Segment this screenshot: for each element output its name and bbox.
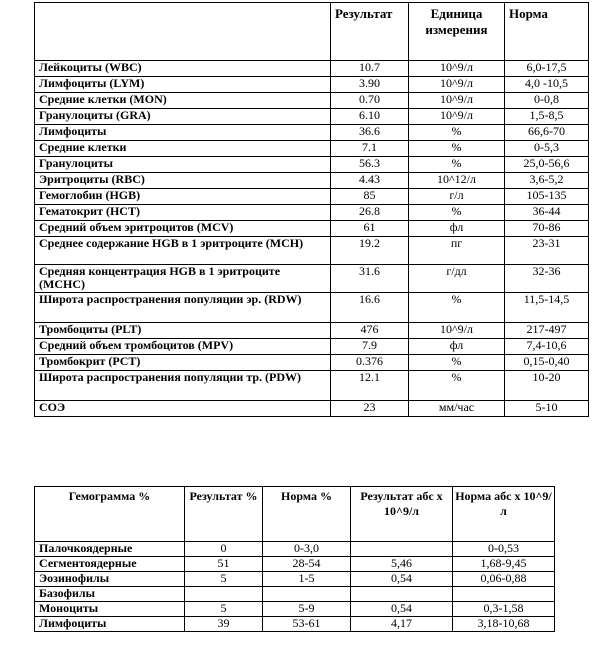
- parameter-name: Средние клетки (MON): [35, 93, 331, 109]
- table-row: [35, 77, 589, 93]
- table-row: [35, 109, 589, 125]
- result-abs-value: 4,17: [351, 617, 453, 632]
- table-row: [35, 587, 555, 602]
- result-value: 31.6: [331, 265, 409, 293]
- norm-value: 6,0-17,5: [505, 61, 589, 77]
- result-value: 12.1: [331, 371, 409, 401]
- parameter-name: Лейкоциты (WBC): [35, 61, 331, 77]
- cell-type-name: Моноциты: [35, 602, 185, 617]
- header-norm: Норма: [505, 3, 589, 61]
- unit-value: 10^9/л: [409, 93, 505, 109]
- norm-abs-value: [453, 587, 555, 602]
- norm-value: 5-10: [505, 401, 589, 417]
- table-row: [35, 293, 589, 323]
- result-value: 0.70: [331, 93, 409, 109]
- norm-value: 0-5,3: [505, 141, 589, 157]
- norm-value: 0-0,8: [505, 93, 589, 109]
- result-pct-value: 5: [185, 572, 263, 587]
- parameter-name: Лимфоциты: [35, 125, 331, 141]
- norm-value: 36-44: [505, 205, 589, 221]
- table-row: [35, 371, 589, 401]
- unit-value: 10^9/л: [409, 77, 505, 93]
- result-abs-value: [351, 542, 453, 557]
- result-value: 7.9: [331, 339, 409, 355]
- norm-value: 7,4-10,6: [505, 339, 589, 355]
- result-value: 16.6: [331, 293, 409, 323]
- result-abs-value: 5,46: [351, 557, 453, 572]
- norm-abs-value: 0-0,53: [453, 542, 555, 557]
- unit-value: 10^9/л: [409, 323, 505, 339]
- norm-value: 217-497: [505, 323, 589, 339]
- unit-value: пг: [409, 237, 505, 265]
- norm-pct-value: 53-61: [263, 617, 351, 632]
- norm-value: 0,15-0,40: [505, 355, 589, 371]
- norm-value: 32-36: [505, 265, 589, 293]
- table-row: [35, 93, 589, 109]
- table-row: [35, 189, 589, 205]
- header-result-abs: Результат абс x 10^9/л: [351, 487, 453, 542]
- result-value: 4.43: [331, 173, 409, 189]
- unit-value: фл: [409, 339, 505, 355]
- result-value: 36.6: [331, 125, 409, 141]
- cell-type-name: Сегментоядерные: [35, 557, 185, 572]
- result-value: 56.3: [331, 157, 409, 173]
- result-pct-value: 51: [185, 557, 263, 572]
- result-value: 6.10: [331, 109, 409, 125]
- norm-value: 10-20: [505, 371, 589, 401]
- table-row: [35, 125, 589, 141]
- result-value: 10.7: [331, 61, 409, 77]
- norm-value: 4,0 -10,5: [505, 77, 589, 93]
- result-pct-value: 5: [185, 602, 263, 617]
- parameter-name: Средние клетки: [35, 141, 331, 157]
- parameter-name: Гемоглобин (HGB): [35, 189, 331, 205]
- result-pct-value: [185, 587, 263, 602]
- parameter-name: Среднее содержание HGB в 1 эритроците (MCH): [35, 237, 331, 265]
- cell-type-name: Базофилы: [35, 587, 185, 602]
- norm-pct-value: [263, 587, 351, 602]
- unit-value: 10^12/л: [409, 173, 505, 189]
- table-row: [35, 173, 589, 189]
- unit-value: фл: [409, 221, 505, 237]
- result-value: 61: [331, 221, 409, 237]
- table-row: [35, 323, 589, 339]
- table-row: [35, 572, 555, 587]
- parameter-name: Эритроциты (RBC): [35, 173, 331, 189]
- parameter-name: Широта распространения популяции тр. (PDW): [35, 371, 331, 401]
- parameter-name: Широта распространения популяции эр. (RDW): [35, 293, 331, 323]
- parameter-name: Средний объем тромбоцитов (MPV): [35, 339, 331, 355]
- unit-value: %: [409, 371, 505, 401]
- table-row: [35, 205, 589, 221]
- norm-value: 105-135: [505, 189, 589, 205]
- table-row: [35, 401, 589, 417]
- norm-pct-value: 1-5: [263, 572, 351, 587]
- unit-value: %: [409, 355, 505, 371]
- table-row: [35, 61, 589, 77]
- table-row: [35, 617, 555, 632]
- header-unit: Единица измерения: [409, 3, 505, 61]
- table-row: [35, 157, 589, 173]
- norm-pct-value: 0-3,0: [263, 542, 351, 557]
- result-value: 85: [331, 189, 409, 205]
- table-row: [35, 542, 555, 557]
- table-row: [35, 141, 589, 157]
- parameter-name: Гранулоциты (GRA): [35, 109, 331, 125]
- norm-pct-value: 5-9: [263, 602, 351, 617]
- header-hemogram: Гемограмма %: [35, 487, 185, 542]
- unit-value: мм/час: [409, 401, 505, 417]
- parameter-name: Гематокрит (HCT): [35, 205, 331, 221]
- norm-value: 66,6-70: [505, 125, 589, 141]
- unit-value: %: [409, 157, 505, 173]
- result-value: 476: [331, 323, 409, 339]
- cell-type-name: Палочкоядерные: [35, 542, 185, 557]
- norm-value: 70-86: [505, 221, 589, 237]
- blood-test-table: [34, 2, 589, 417]
- table-row: [35, 265, 589, 293]
- table-row: [35, 221, 589, 237]
- unit-value: %: [409, 125, 505, 141]
- header-result: Результат: [331, 3, 409, 61]
- norm-pct-value: 28-54: [263, 557, 351, 572]
- norm-abs-value: 0,06-0,88: [453, 572, 555, 587]
- result-abs-value: 0,54: [351, 602, 453, 617]
- result-value: 19.2: [331, 237, 409, 265]
- norm-abs-value: 0,3-1,58: [453, 602, 555, 617]
- unit-value: %: [409, 293, 505, 323]
- result-value: 23: [331, 401, 409, 417]
- parameter-name: СОЭ: [35, 401, 331, 417]
- norm-value: 25,0-56,6: [505, 157, 589, 173]
- result-value: 3.90: [331, 77, 409, 93]
- parameter-name: Средняя концентрация HGB в 1 эритроците (MCHC): [35, 265, 331, 293]
- result-pct-value: 39: [185, 617, 263, 632]
- parameter-name: Лимфоциты (LYM): [35, 77, 331, 93]
- header-parameter: [35, 3, 331, 61]
- norm-value: 23-31: [505, 237, 589, 265]
- norm-value: 1,5-8,5: [505, 109, 589, 125]
- cell-type-name: Эозинофилы: [35, 572, 185, 587]
- norm-value: 3,6-5,2: [505, 173, 589, 189]
- norm-abs-value: 1,68-9,45: [453, 557, 555, 572]
- table-row: [35, 602, 555, 617]
- unit-value: %: [409, 205, 505, 221]
- table-row: [35, 355, 589, 371]
- header-result-pct: Результат %: [185, 487, 263, 542]
- unit-value: 10^9/л: [409, 61, 505, 77]
- unit-value: 10^9/л: [409, 109, 505, 125]
- result-pct-value: 0: [185, 542, 263, 557]
- result-abs-value: [351, 587, 453, 602]
- norm-abs-value: 3,18-10,68: [453, 617, 555, 632]
- hemogram-table: [34, 486, 555, 632]
- parameter-name: Тромбоциты (PLT): [35, 323, 331, 339]
- result-value: 7.1: [331, 141, 409, 157]
- cell-type-name: Лимфоциты: [35, 617, 185, 632]
- result-value: 26.8: [331, 205, 409, 221]
- norm-value: 11,5-14,5: [505, 293, 589, 323]
- result-abs-value: 0,54: [351, 572, 453, 587]
- header-norm-abs: Норма абс x 10^9/л: [453, 487, 555, 542]
- parameter-name: Гранулоциты: [35, 157, 331, 173]
- table-row: [35, 339, 589, 355]
- table-row: [35, 557, 555, 572]
- result-value: 0.376: [331, 355, 409, 371]
- parameter-name: Средний объем эритроцитов (MCV): [35, 221, 331, 237]
- unit-value: %: [409, 141, 505, 157]
- unit-value: г/дл: [409, 265, 505, 293]
- parameter-name: Тромбокрит (PCT): [35, 355, 331, 371]
- table-row: [35, 237, 589, 265]
- unit-value: г/л: [409, 189, 505, 205]
- header-norm-pct: Норма %: [263, 487, 351, 542]
